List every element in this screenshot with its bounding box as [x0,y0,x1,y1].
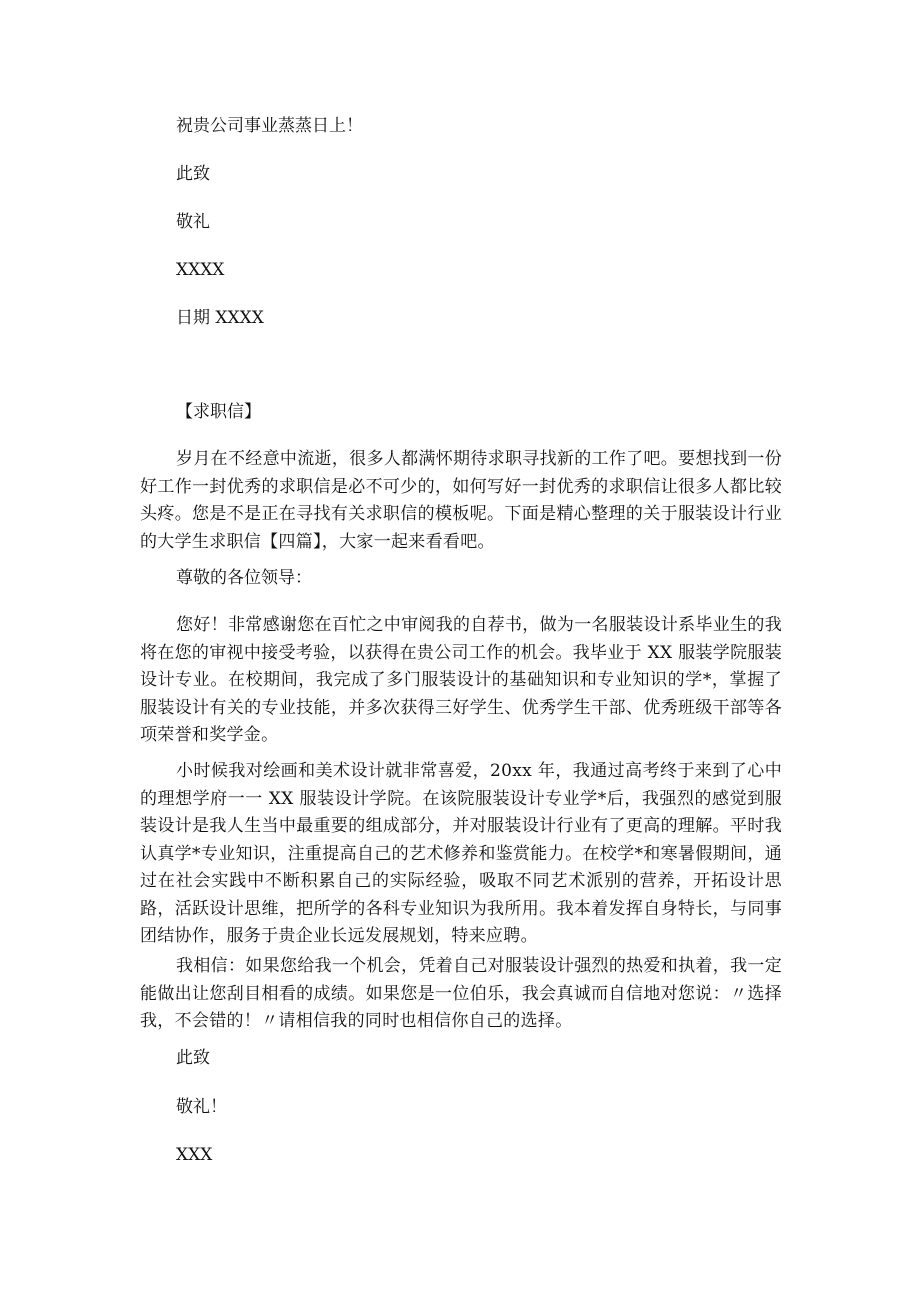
letter-ci-zhi: 此致 [176,1048,210,1068]
closing-date: 日期 XXXX [176,308,264,328]
intro-paragraph: 岁月在不经意中流逝，很多人都满怀期待求职寻找新的工作了吧。要想找到一份好工作一封优秀的求职信是必不可少的，如何写好一封优秀的求职信让很多人都比较头疼。您是不是正在寻找有关求职信的模板呢。下面是精心整理的关于服装设计行业的大学生求职信【四篇】，大家一起来看看吧。 [140,449,782,552]
closing-jing-li: 敬礼 [176,212,210,232]
letter-jing-li: 敬礼！ [176,1097,227,1117]
letter-paragraph-3: 我相信：如果您给我一个机会，凭着自己对服装设计强烈的热爱和执着，我一定能做出让您刮目相看的成绩。如果您是一位伯乐，我会真诚而自信地对您说：〃选择我，不会错的！〃请相信我的同时也相信你自己的选择。 [140,956,782,1031]
closing-ci-zhi: 此致 [176,164,210,184]
closing-wish: 祝贵公司事业蒸蒸日上！ [176,116,363,136]
closing-signature: XXXX [176,260,225,280]
section-title: 【求职信】 [176,402,261,422]
letter-paragraph-2: 小时候我对绘画和美术设计就非常喜爱，20xx 年，我通过高考终于来到了心中的理想学府一一 XX 服装设计学院。在该院服装设计专业学*后，我强烈的感觉到服装设计是我人生当中最重要的组成部分，并对服装设计行业有了更高的理解。平时我认真学*专业知识，注重提高自己的艺术修养和鉴赏能力。在校学*和寒暑假期间，通过在社会实践中不断积累自己的实际经验，吸取不同艺术派别的营养，开拓设计思路，活跃设计思维，把所学的各科专业知识为我所用。我本着发挥自身特长，与同事团结协作，服务于贵企业长远发展规划，特来应聘。 [140,761,782,946]
letter-signature: XXX [176,1145,213,1165]
letter-salutation: 尊敬的各位领导： [176,568,312,588]
letter-paragraph-1: 您好！非常感谢您在百忙之中审阅我的自荐书，做为一名服装设计系毕业生的我将在您的审视中接受考验，以获得在贵公司工作的机会。我毕业于 XX 服装学院服装设计专业。在校期间，我完成了多门服装设计的基础知识和专业知识的学*，掌握了服装设计有关的专业技能，并多次获得三好学生、优秀学生干部、优秀班级干部等各项荣誉和奖学金。 [140,615,782,745]
